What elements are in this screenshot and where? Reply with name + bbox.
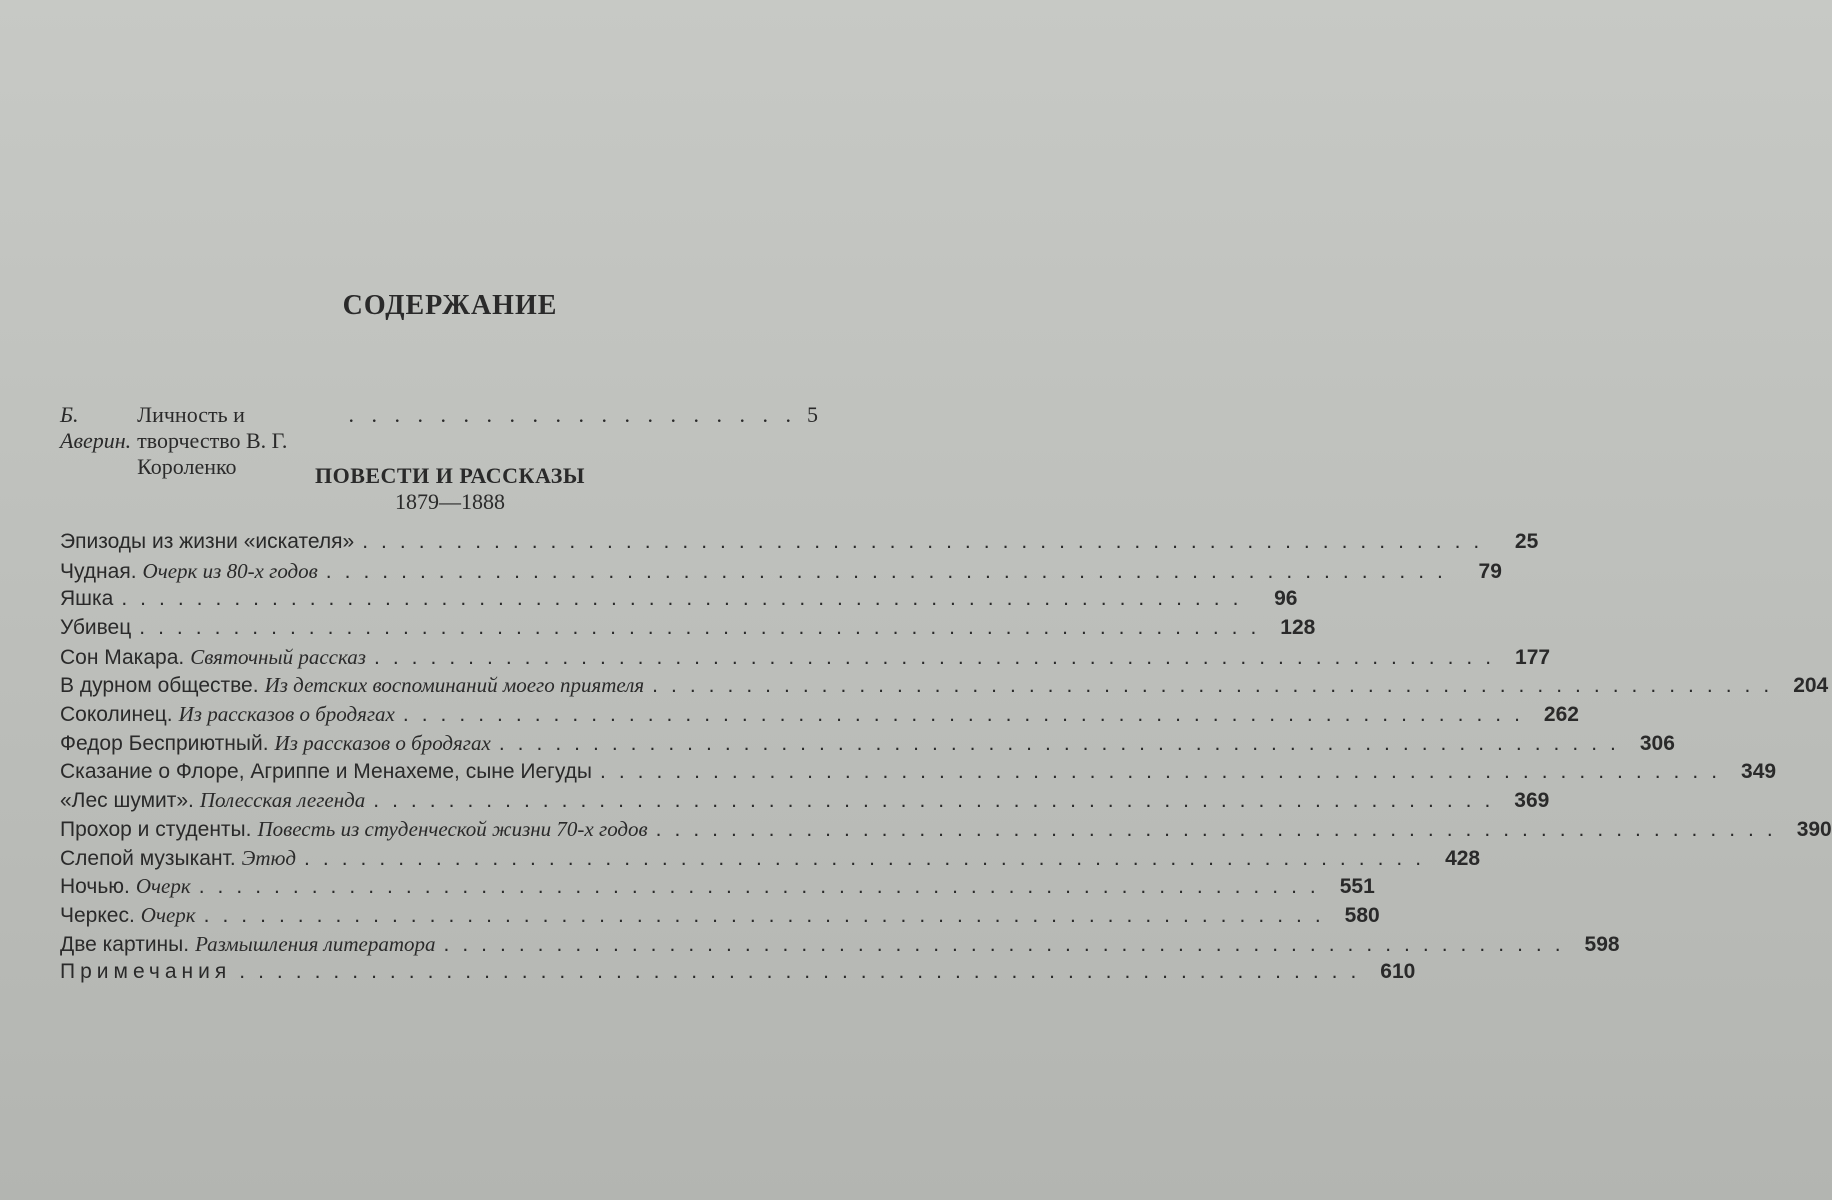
- entry-page-number: 551: [1339, 875, 1375, 899]
- toc-entry: [60, 902, 1380, 932]
- leader-dots: ............................................................: [655, 817, 1786, 841]
- toc-entry: [60, 874, 1375, 903]
- entry-page-number: 610: [1380, 960, 1416, 984]
- entry-subtitle: Из рассказов о бродягах: [274, 730, 491, 755]
- entry-title: Убивец: [60, 616, 132, 640]
- entry-title: Прохор и студенты.: [60, 817, 252, 841]
- entry-title: В дурном обществе.: [60, 674, 259, 698]
- page-title: СОДЕРЖАНИЕ: [342, 290, 558, 321]
- entry-subtitle: Этюд: [241, 845, 297, 870]
- entry-page-number: 580: [1344, 903, 1380, 927]
- entry-title: Яшка: [60, 587, 114, 611]
- entry-page-number: 96: [1274, 587, 1298, 611]
- entry-page-number: 25: [1514, 530, 1539, 553]
- leader-dots: ............................................................: [373, 789, 1504, 813]
- leader-dots: ............................................................: [304, 846, 1435, 870]
- toc-entry: [60, 644, 1551, 674]
- entry-subtitle: Очерк: [135, 874, 191, 899]
- toc-entry: [60, 931, 1620, 961]
- leader-dots: ............................................................: [402, 703, 1533, 727]
- entry-title: Сказание о Флоре, Агриппе и Менахеме, сыне Иегуды: [60, 759, 592, 783]
- intro-text: Личность и творчество В. Г. Короленко: [137, 402, 288, 479]
- leader-dots: ............................................................: [139, 616, 1270, 640]
- entry-page-number: 428: [1445, 846, 1481, 870]
- toc-entry: [60, 530, 1539, 559]
- toc-entry: [60, 960, 1416, 989]
- toc-entry: [60, 816, 1832, 846]
- entry-subtitle: Очерк из 80-х годов: [142, 558, 318, 583]
- entry-subtitle: Из детских воспоминаний моего приятеля: [264, 673, 645, 698]
- leader-dots: ............................................................: [599, 759, 1731, 783]
- toc-entry: [60, 587, 1298, 616]
- entry-page-number: 390: [1796, 817, 1832, 841]
- intro-page-number: 5: [807, 402, 818, 427]
- entry-subtitle: Из рассказов о бродягах: [178, 702, 395, 727]
- entry-subtitle: Очерк: [140, 902, 196, 927]
- table-of-contents: [60, 530, 1832, 989]
- toc-entry: [60, 788, 1550, 817]
- entry-page-number: 262: [1543, 703, 1579, 727]
- toc-entry: [60, 845, 1481, 875]
- entry-page-number: 177: [1515, 645, 1551, 669]
- entry-page-number: 369: [1514, 789, 1550, 813]
- leader-dots: ............................................................: [374, 645, 1505, 669]
- entry-page-number: 349: [1741, 759, 1777, 783]
- toc-entry: [60, 616, 1316, 645]
- entry-title: Две картины.: [60, 932, 190, 956]
- entry-title: «Лес шумит».: [60, 789, 194, 813]
- section-years: 1879—1888: [395, 489, 505, 514]
- intro-author: Б. Аверин.: [60, 402, 132, 453]
- leader-dots: ............................................................: [498, 731, 1629, 755]
- leader-dots: ............................................................: [198, 875, 1329, 899]
- leader-dots: ............................................................: [652, 674, 1783, 698]
- leader-dots: ............................................................: [325, 559, 1456, 583]
- leader-dots: ............................................................: [443, 932, 1574, 956]
- entry-title: Примечания: [60, 960, 232, 984]
- entry-subtitle: Святочный рассказ: [190, 644, 366, 669]
- entry-title: Черкес.: [60, 903, 135, 927]
- entry-page-number: 128: [1280, 616, 1316, 640]
- entry-title: Сон Макара.: [60, 645, 185, 669]
- toc-entry: [60, 730, 1675, 760]
- section-title: ПОВЕСТИ И РАССКАЗЫ: [314, 463, 586, 488]
- leader-dots: ............................................................: [239, 960, 1370, 984]
- toc-entry: [60, 702, 1579, 731]
- toc-entry: [60, 759, 1777, 789]
- entry-page-number: 204: [1793, 674, 1829, 698]
- entry-page-number: 306: [1639, 731, 1675, 755]
- entry-title: Эпизоды из жизни «искателя»: [60, 530, 355, 553]
- entry-page-number: 79: [1478, 559, 1502, 583]
- entry-title: Соколинец.: [60, 703, 173, 727]
- entry-title: Ночью.: [60, 875, 130, 899]
- entry-subtitle: Размышления литератора: [195, 931, 436, 956]
- leader-dots: ............................................................: [121, 587, 1252, 611]
- leader-dots: ............................................................: [203, 903, 1334, 927]
- leader-dots: . . . . . . . . . . . . . . . . . . . .: [348, 402, 797, 427]
- entry-page-number: 598: [1584, 932, 1620, 956]
- entry-title: Чудная.: [60, 559, 137, 583]
- entry-title: Федор Бесприютный.: [60, 731, 269, 755]
- entry-title: Слепой музыкант.: [60, 846, 236, 870]
- leader-dots: ............................................................: [362, 530, 1493, 553]
- toc-entry: [60, 673, 1829, 702]
- entry-subtitle: Полесская легенда: [199, 788, 366, 813]
- toc-entry: [60, 558, 1502, 588]
- entry-subtitle: Повесть из студенческой жизни 70-х годов: [257, 816, 648, 841]
